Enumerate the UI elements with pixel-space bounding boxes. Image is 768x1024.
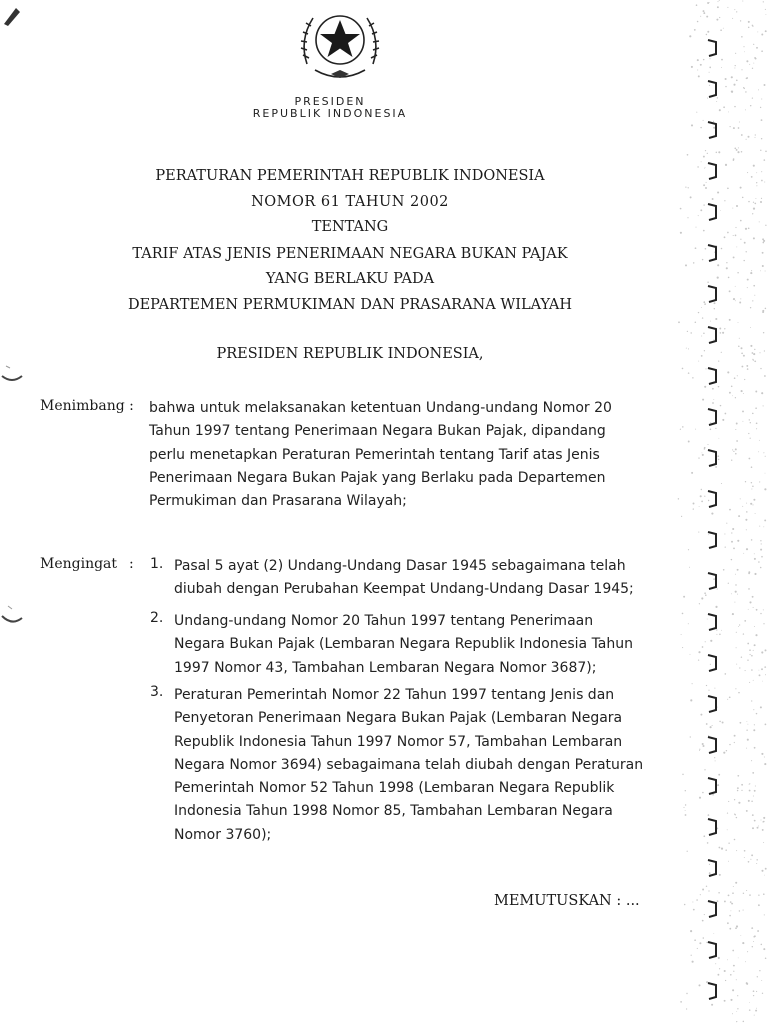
document-number: NOMOR 61 TAHUN 2002 bbox=[251, 194, 449, 210]
item-number: 2. bbox=[150, 610, 164, 626]
continuation-catchword: MEMUTUSKAN : ... bbox=[494, 893, 640, 909]
mengingat-label: Mengingat bbox=[40, 556, 118, 572]
mengingat-item-2 bbox=[174, 610, 633, 680]
seal-caption-republik: REPUBLIK INDONESIA bbox=[252, 107, 408, 120]
mengingat-item-3 bbox=[174, 684, 643, 847]
mengingat-line: diubah dengan Perubahan Keempat Undang-Undang Dasar 1945; bbox=[174, 581, 634, 598]
mengingat-line: 1997 Nomor 43, Tambahan Lembaran Negara Nomor 3687); bbox=[174, 659, 597, 676]
mengingat-line: Undang-undang Nomor 20 Tahun 1997 tentang Penerimaan bbox=[174, 613, 594, 629]
item-number: 3. bbox=[150, 684, 164, 700]
mengingat-line: Indonesia Tahun 1998 Nomor 85, Tambahan Lembaran Negara bbox=[174, 803, 613, 820]
mengingat-line: Nomor 3760); bbox=[174, 826, 272, 843]
mengingat-line: Pasal 5 ayat (2) Undang-Undang Dasar 1945 sebagaimana telah bbox=[174, 558, 626, 574]
mengingat-line: Penyetoran Penerimaan Negara Bukan Pajak (Lembaran Negara bbox=[174, 710, 623, 727]
menimbang-line: Penerimaan Negara Bukan Pajak yang Berlaku pada Departemen bbox=[149, 469, 606, 486]
item-number: 1. bbox=[150, 556, 164, 572]
mengingat-line: Peraturan Pemerintah Nomor 22 Tahun 1997 tentang Jenis dan bbox=[174, 687, 615, 703]
corner-scan-mark-icon bbox=[2, 4, 32, 28]
mengingat-colon: : bbox=[129, 556, 134, 572]
menimbang-line: Tahun 1997 tentang Penerimaan Negara Bukan Pajak, dipandang bbox=[149, 423, 606, 440]
document-subject-line3: DEPARTEMEN PERMUKIMAN DAN PRASARANA WILAYAH bbox=[127, 297, 573, 313]
punch-hole-mark-icon bbox=[0, 362, 26, 382]
mengingat-item-1 bbox=[174, 555, 634, 602]
menimbang-line: bahwa untuk melaksanakan ketentuan Undang-undang Nomor 20 bbox=[149, 400, 612, 416]
document-subject-line2: YANG BERLAKU PADA bbox=[265, 271, 435, 287]
menimbang-line: perlu menetapkan Peraturan Pemerintah tentang Tarif atas Jenis bbox=[149, 446, 600, 463]
punch-hole-mark-icon bbox=[0, 604, 26, 624]
document-subject-line1: TARIF ATAS JENIS PENERIMAAN NEGARA BUKAN PAJAK bbox=[132, 246, 568, 262]
mengingat-line: Negara Nomor 3694) sebagaimana telah diubah dengan Peraturan bbox=[174, 756, 644, 773]
menimbang-label: Menimbang : bbox=[40, 398, 134, 414]
seal-caption-presiden: PRESIDEN bbox=[294, 95, 366, 108]
menimbang-text bbox=[149, 397, 612, 513]
document-tentang: TENTANG bbox=[311, 219, 389, 235]
menimbang-line: Permukiman dan Prasarana Wilayah; bbox=[149, 493, 407, 510]
mengingat-line: Republik Indonesia Tahun 1997 Nomor 57, Tambahan Lembaran bbox=[174, 733, 623, 750]
document-title: PERATURAN PEMERINTAH REPUBLIK INDONESIA bbox=[155, 168, 545, 184]
binder-ring-marks bbox=[704, 20, 720, 1020]
mengingat-line: Negara Bukan Pajak (Lembaran Negara Republik Indonesia Tahun bbox=[174, 636, 634, 653]
issuer-line: PRESIDEN REPUBLIK INDONESIA, bbox=[216, 346, 484, 362]
mengingat-line: Pemerintah Nomor 52 Tahun 1998 (Lembaran Negara Republik bbox=[174, 780, 615, 797]
presidential-emblem-icon bbox=[293, 4, 387, 86]
